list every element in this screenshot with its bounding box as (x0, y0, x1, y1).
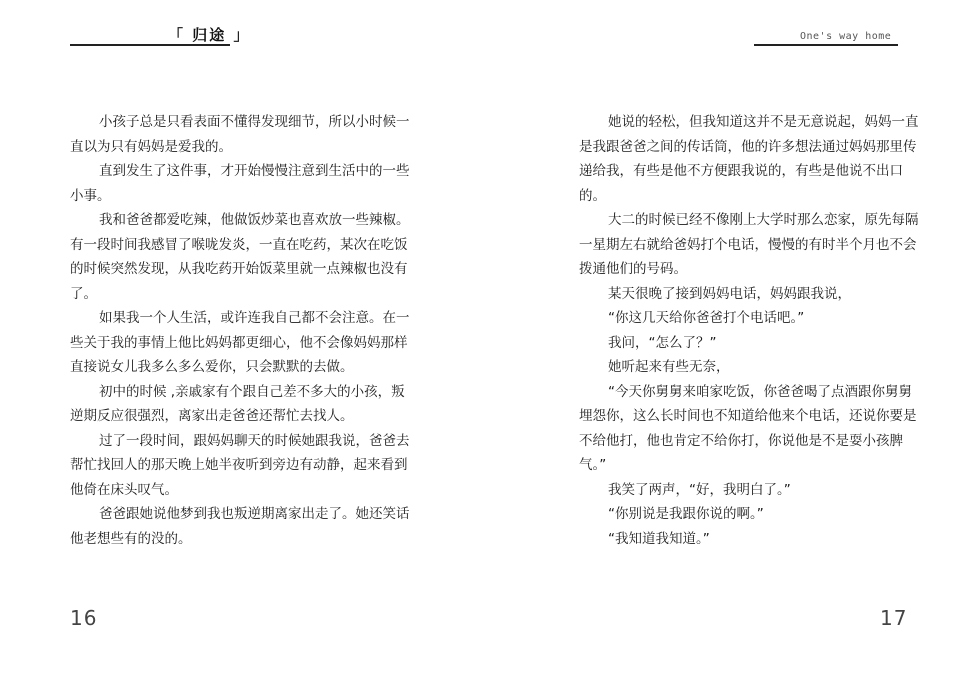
paragraph: 她说的轻松，但我知道这并不是无意说起，妈妈一直是我跟爸爸之间的传话筒，他的许多想法通过妈妈那里传递给我，有些是他不方便跟我说的，有些是他说不出口的。 (579, 114, 919, 204)
page-number: 16 (70, 606, 98, 630)
paragraph: 直到发生了这件事，才开始慢慢注意到生活中的一些小事。 (70, 163, 410, 204)
paragraph: “你别说是我跟你说的啊。” (608, 506, 764, 522)
paragraph: 我笑了两声，“好，我明白了。” (608, 481, 791, 498)
running-header-title: One's way home (800, 31, 892, 42)
paragraph: 我问，“怎么了？” (608, 334, 717, 351)
paragraph: 我和爸爸都爱吃辣，他做饭炒菜也喜欢放一些辣椒。有一段时间我感冒了喉咙发炎，一直在吃药，某次在吃饭的时候突然发现，从我吃药开始饭菜里就一点辣椒也没有了。 (70, 212, 410, 302)
paragraph: 过了一段时间，跟妈妈聊天的时候她跟我说，爸爸去帮忙找回人的那天晚上她半夜听到旁边有动静，起来看到他倚在床头叹气。 (70, 432, 410, 498)
header-rule (754, 44, 898, 46)
paragraph: 爸爸跟她说他梦到我也叛逆期离家出走了。她还笑话他老想些有的没的。 (70, 506, 410, 547)
right-page (480, 0, 960, 678)
paragraph: “我知道我知道。” (608, 530, 710, 547)
paragraph: 大二的时候已经不像刚上大学时那么恋家，原先每隔一星期左右就给爸妈打个电话，慢慢的有时半个月也不会拨通他们的号码。 (579, 212, 919, 277)
right-page-body (579, 110, 925, 551)
page-number: 17 (880, 606, 908, 630)
paragraph: 如果我一个人生活，或许连我自己都不会注意。在一些关于我的事情上他比妈妈都更细心，他不会像妈妈那样直接说女儿我多么多么爱你，只会默默的去做。 (70, 310, 410, 375)
paragraph: 初中的时候 ,亲戚家有个跟自己差不多大的小孩，叛逆期反应很强烈，离家出走爸爸还帮忙去找人。 (70, 383, 405, 424)
left-page-body (70, 110, 415, 551)
paragraph: “你这几天给你爸爸打个电话吧。” (608, 310, 805, 326)
paragraph: 某天很晚了接到妈妈电话，妈妈跟我说， (608, 285, 851, 302)
running-header-title: 「 归途 」 (168, 26, 251, 44)
paragraph: “今天你舅舅来咱家吃饭，你爸爸喝了点酒跟你舅舅埋怨你，这么长时间也不知道给他来个电话，还说你要是不给他打，他也肯定不给你打，你说他是不是耍小孩脾气。” (579, 383, 917, 473)
header-rule (70, 44, 230, 46)
paragraph: 她听起来有些无奈， (608, 359, 730, 375)
paragraph: 小孩子总是只看表面不懂得发现细节，所以小时候一直以为只有妈妈是爱我的。 (70, 114, 410, 155)
